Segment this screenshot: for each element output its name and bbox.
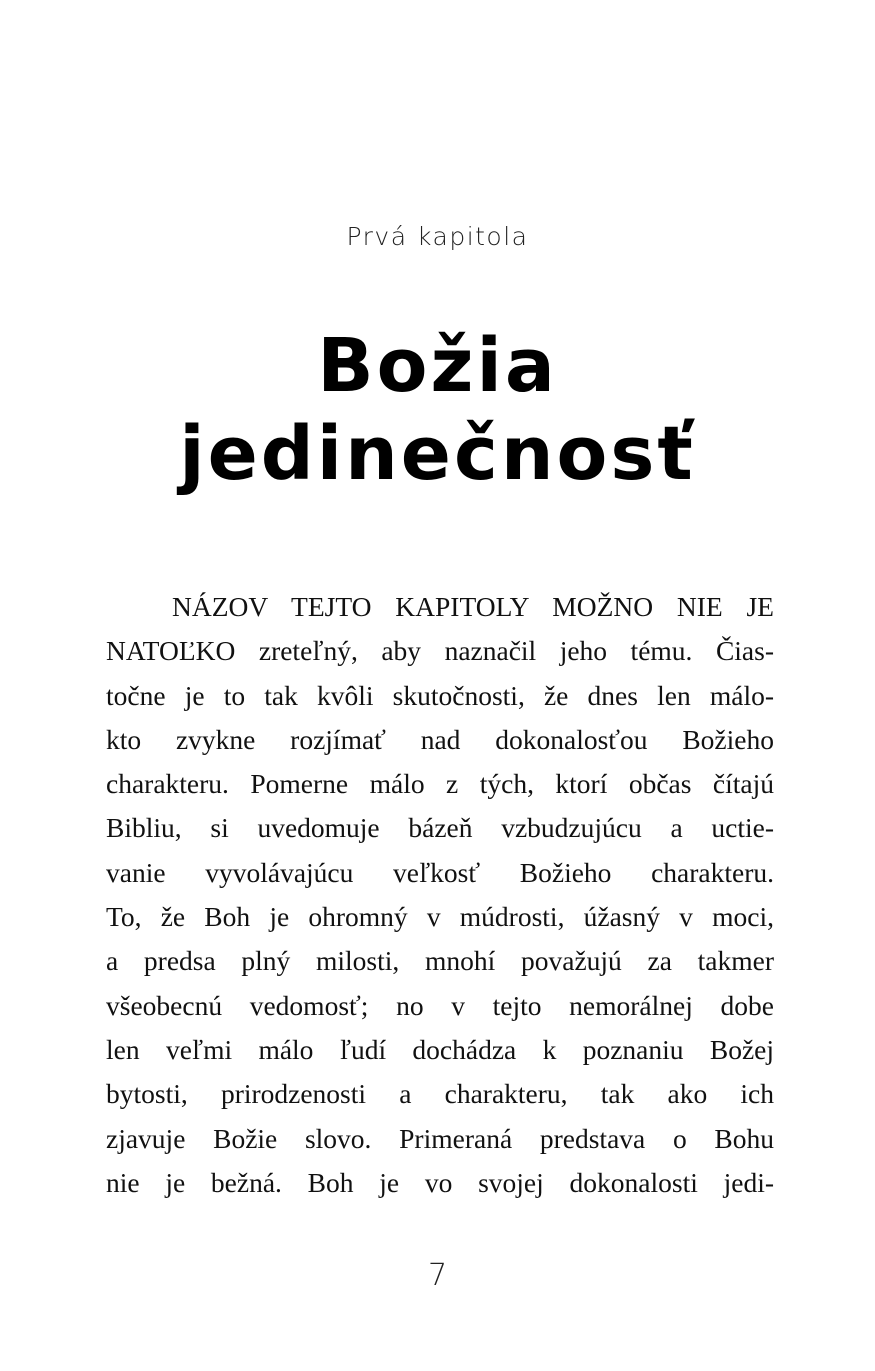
text-line: kto zvykne rozjímať nad dokonalosťou Božieho bbox=[106, 723, 774, 755]
text-line: všeobecnú vedomosť; no v tejto nemorálnej dobe bbox=[106, 989, 774, 1021]
chapter-title-line-1: Božia bbox=[317, 323, 558, 409]
body-paragraph bbox=[106, 585, 774, 1205]
text-line: len veľmi málo ľudí dochádza k poznaniu Božej bbox=[106, 1033, 774, 1065]
text-line: NÁZOV TEJTO KAPITOLY MOŽNO NIE JE bbox=[172, 591, 774, 622]
text-line: charakteru. Pomerne málo z tých, ktorí občas čítajú bbox=[106, 768, 774, 800]
text-line: bytosti, prirodzenosti a charakteru, tak ako ich bbox=[106, 1078, 774, 1110]
page-number: 7 bbox=[427, 1258, 448, 1293]
chapter-label: Prvá kapitola bbox=[346, 222, 529, 251]
text-line: To, že Boh je ohromný v múdrosti, úžasný v moci, bbox=[106, 901, 774, 933]
text-line: vanie vyvolávajúcu veľkosť Božieho charakteru. bbox=[106, 856, 774, 888]
text-line: Bibliu, si uvedomuje bázeň vzbudzujúcu a uctie- bbox=[106, 812, 774, 844]
text-line: NATOĽKO zreteľný, aby naznačil jeho tému. Čias- bbox=[106, 635, 774, 667]
text-line: zjavuje Božie slovo. Primeraná predstava o Bohu bbox=[106, 1122, 774, 1154]
text-line: a predsa plný milosti, mnohí považujú za takmer bbox=[106, 945, 774, 977]
text-line: točne je to tak kvôli skutočnosti, že dnes len málo- bbox=[106, 679, 774, 711]
chapter-title-line-2: jedinečnosť bbox=[179, 411, 696, 497]
text-line: nie je bežná. Boh je vo svojej dokonalosti jedi- bbox=[106, 1166, 774, 1198]
chapter-title bbox=[0, 322, 875, 498]
